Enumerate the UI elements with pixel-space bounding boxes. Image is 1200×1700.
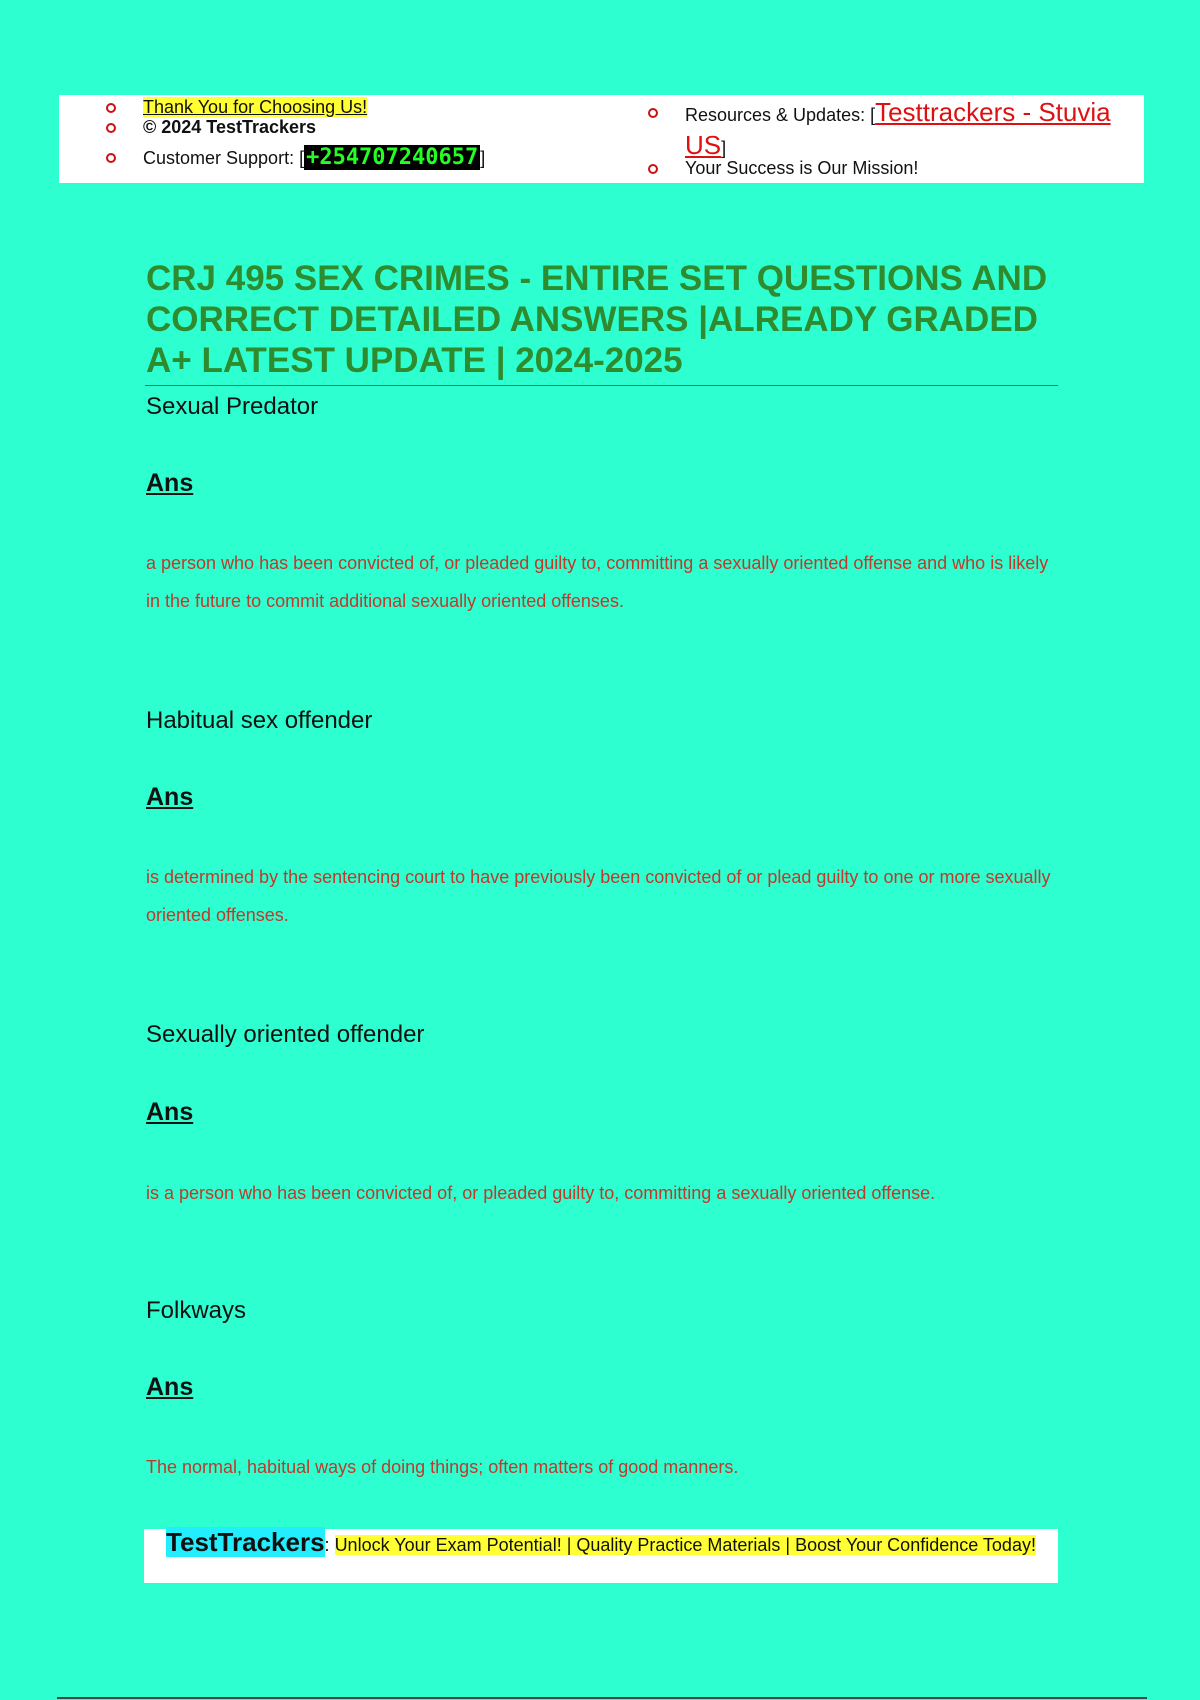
support-label: Customer Support: [ [143,148,305,168]
bullet-icon [106,153,116,163]
footer-separator: : [324,1535,335,1555]
bullet-icon [648,108,658,118]
bullet-icon [106,123,116,133]
resources-link[interactable]: Testtrackers - Stuvia US [685,97,1111,160]
bottom-divider [57,1697,1147,1699]
entry-answer: The normal, habitual ways of doing things; often matters of good manners. [146,1457,739,1477]
header-banner [59,95,1144,183]
copyright-text: © 2024 TestTrackers [143,117,317,137]
entry-answer: is determined by the sentencing court to have previously been convicted of or plead guilty to one or more sexually oriented offenses. [146,867,1051,925]
bullet-icon [648,164,658,174]
header-item-thanks [59,97,367,118]
entry-ans-label: Ans [146,1373,194,1401]
entry-ans-label: Ans [146,1098,194,1126]
thanks-text[interactable]: Thank You for Choosing Us! [143,97,368,117]
header-item-copyright [59,117,316,138]
resources-label: Resources & Updates: [ [685,105,876,125]
entry-answer: a person who has been convicted of, or pleaded guilty to, committing a sexually oriented offense and who is likely in the future to commit additional sexually oriented offenses. [146,553,1049,611]
entry-term: Folkways [146,1297,247,1324]
support-phone[interactable]: +254707240657 [306,145,479,170]
entry-answer: is a person who has been convicted of, or pleaded guilty to, committing a sexually oriented offense. [146,1183,936,1203]
support-close: ] [480,148,486,168]
mission-text: Your Success is Our Mission! [685,158,919,178]
entry-term: Habitual sex offender [146,707,373,734]
header-item-mission [599,158,918,179]
entry-term: Sexually oriented offender [146,1021,425,1048]
footer-brand: TestTrackers [166,1527,325,1557]
entry-term: Sexual Predator [146,393,319,420]
title-divider [145,385,1058,386]
header-item-resources [599,97,1145,163]
resources-close: ] [721,138,727,158]
document-title: CRJ 495 SEX CRIMES - ENTIRE SET QUESTIONS AND CORRECT DETAILED ANSWERS |ALREADY GRADED A+ LATEST UPDATE | 2024-2025 [146,259,1048,380]
entry-ans-label: Ans [146,469,194,497]
bullet-icon [106,103,116,113]
footer-banner [144,1529,1058,1583]
footer-tagline: Unlock Your Exam Potential! | Quality Practice Materials | Boost Your Confidence Today! [334,1535,1036,1555]
entry-ans-label: Ans [146,783,194,811]
header-item-support [59,145,485,170]
